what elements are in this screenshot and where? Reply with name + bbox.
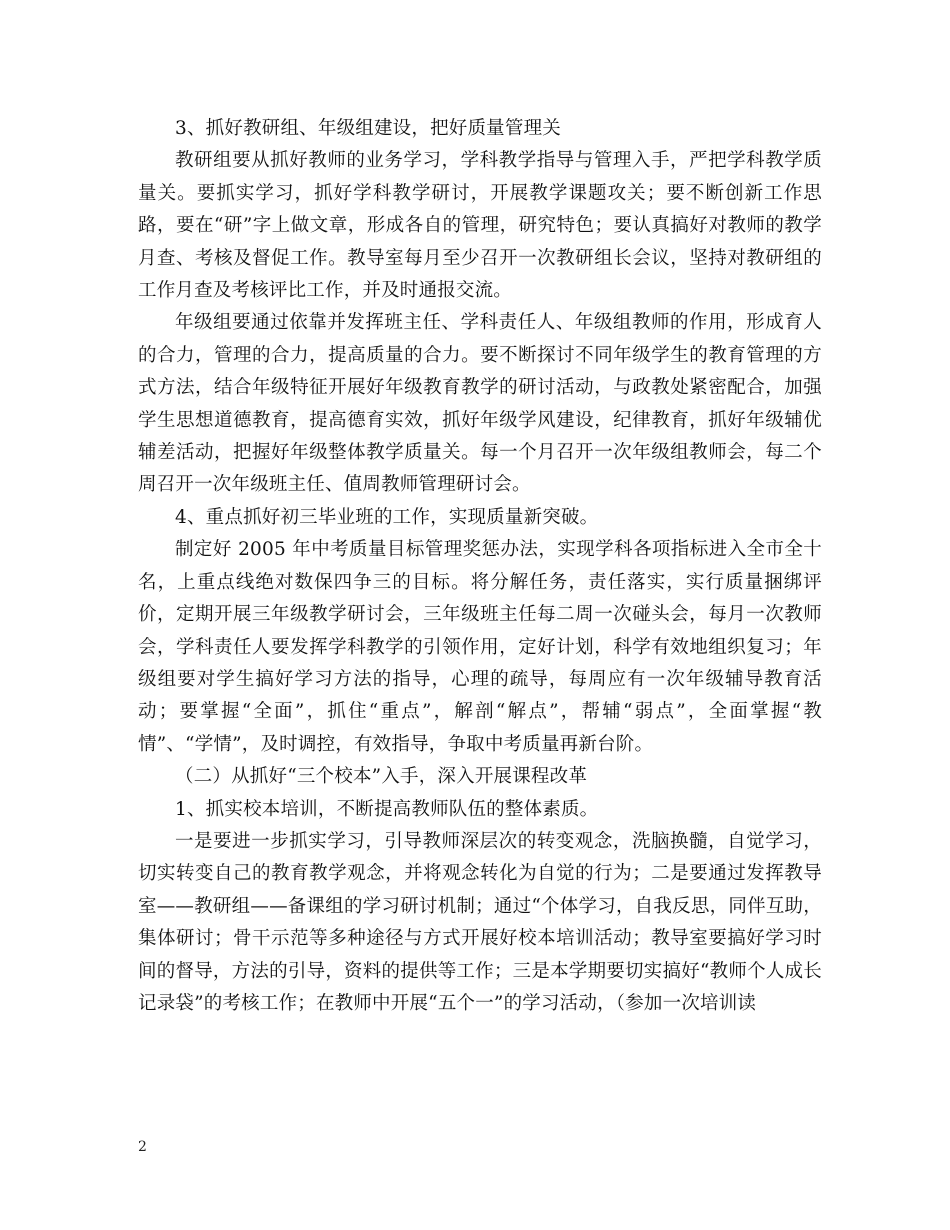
paragraph-school-training: 一是要进一步抓实学习，引导教师深层次的转变观念，洗脑换髓，自觉学习，切实转变自己的教育教学观念，并将观念转化为自觉的行为；二是要通过发挥教导室——教研组——备课组的学习研讨机制；通过“个体学习，自我反思，同伴互助，集体研讨；骨干示范等多种途径与方式开展好校本培训活动；教导室要搞好学习时间的督导，方法的引导，资料的提供等工作；三是本学期要切实搞好“教师个人成长记录袋”的考核工作；在教师中开展“五个一”的学习活动，（参加一次培训读 (138, 830, 822, 1014)
section-heading-3: 3、抓好教研组、年级组建设，把好质量管理关 (175, 118, 561, 139)
document-body (138, 113, 822, 1020)
page-number: 2 (138, 1139, 147, 1155)
section-heading-1: 1、抓实校本培训，不断提高教师队伍的整体素质。 (175, 798, 599, 820)
paragraph-graduation-class: 制定好 2005 年中考质量目标管理奖惩办法，实现学科各项指标进入全市全十名，上重点线绝对数保四争三的目标。将分解任务，责任落实，实行质量捆绑评价，定期开展三年级教学研讨会，三年级班主任每二周一次碰头会，每月一次教师会，学科责任人要发挥学科教学的引领作用，定好计划，科学有效地组织复习；年级组要对学生搞好学习方法的指导，心理的疏导，每周应有一次年级辅导教育活动；要掌握“全面”，抓住“重点”，解剖“解点”，帮辅“弱点”，全面掌握“教情”、“学情”，及时调控，有效指导，争取中考质量再新台阶。 (138, 539, 822, 755)
section-heading-4: 4、重点抓好初三毕业班的工作，实现质量新突破。 (175, 506, 599, 528)
section-heading-part-2: （二）从抓好“三个校本”入手，深入开展课程改革 (175, 766, 588, 788)
paragraph-teaching-research-group: 教研组要从抓好教师的业务学习，学科教学指导与管理入手，严把学科教学质量关。要抓实学习，抓好学科教学研讨，开展教学课题攻关；要不断创新工作思路，要在“研”字上做文章，形成各自的管理，研究特色；要认真搞好对教师的教学月查、考核及督促工作。教导室每月至少召开一次教研组长会议，坚持对教研组的工作月查及考核评比工作，并及时通报交流。 (138, 150, 822, 302)
paragraph-grade-group: 年级组要通过依靠并发挥班主任、学科责任人、年级组教师的作用，形成育人的合力，管理的合力，提高质量的合力。要不断探讨不同年级学生的教育管理的方式方法，结合年级特征开展好年级教育教学的研讨活动，与政教处紧密配合，加强学生思想道德教育，提高德育实效，抓好年级学风建设，纪律教育，抓好年级辅优辅差活动，把握好年级整体教学质量关。每一个月召开一次年级组教师会，每二个周召开一次年级班主任、值周教师管理研讨会。 (138, 312, 822, 496)
